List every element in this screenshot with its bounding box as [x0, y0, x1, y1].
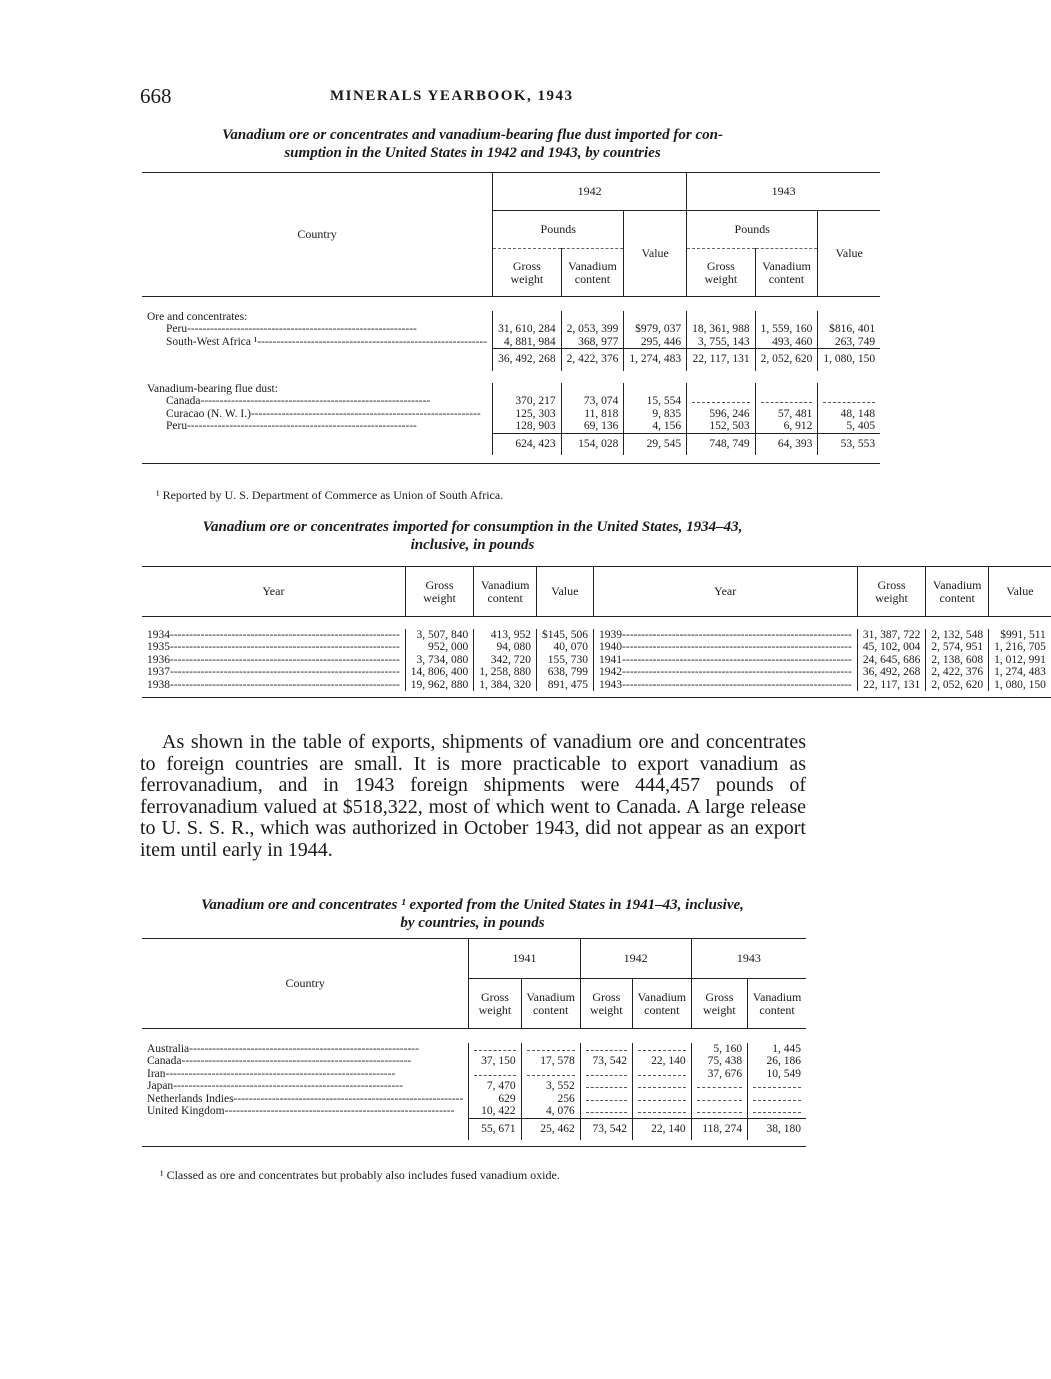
row-label-text: 1938	[147, 678, 170, 691]
t1-cell-g42: 31, 610, 284	[493, 323, 562, 336]
t2-cell-v2: 2, 052, 620	[926, 679, 989, 692]
dot-leader: ------------------------------------------------------------	[170, 653, 400, 666]
t1-total-val43: 53, 553	[818, 433, 880, 455]
t3-cell-g41: 37, 150	[469, 1055, 521, 1068]
t2-cell-val2: 1, 080, 150	[989, 679, 1051, 692]
t1-cell-val43: 5, 405	[818, 420, 880, 433]
row-label-text: Peru	[166, 323, 188, 335]
row-label-text: Curacao (N. W. I.)	[166, 407, 251, 420]
t2-row	[142, 641, 1051, 654]
t3-bottom-rule	[142, 1140, 806, 1146]
t1-cell-v42: 69, 136	[561, 420, 624, 433]
t2-cell-v2: 2, 132, 548	[926, 629, 989, 642]
t1-header-gross-1943: Gross weight	[687, 249, 756, 297]
t1-empty	[687, 311, 756, 324]
t3-cell-g42-empty	[580, 1043, 632, 1056]
t3-cell-v42: 22, 140	[632, 1055, 691, 1068]
t1-spacer	[142, 371, 880, 383]
t2-cell-y2	[593, 654, 857, 667]
dot-leader: ------------------------------------------------------------	[622, 641, 852, 653]
t2-cell-val1: 638, 799	[537, 666, 594, 679]
t3-header-country: Country	[142, 939, 469, 1029]
t3-cell-v41: 3, 552	[521, 1080, 580, 1093]
t2-cell-val1: 155, 730	[537, 654, 594, 667]
t3-cell-v43-empty	[748, 1080, 806, 1093]
row-label-text: 1940	[599, 641, 623, 653]
t1-empty	[561, 383, 624, 396]
table3-caption-line2: by countries, in pounds	[400, 915, 545, 931]
t2-cell-y2	[593, 641, 857, 654]
t2-cell-v1: 413, 952	[474, 629, 537, 642]
t2-cell-y1	[142, 629, 405, 642]
t2-header-year-1: Year	[142, 567, 405, 617]
t1-spacer	[142, 297, 880, 311]
t1-row-label	[142, 395, 492, 408]
dot-leader: ------------------------------------------------------------	[187, 420, 417, 432]
t3-row	[142, 1080, 806, 1093]
dot-leader: ------------------------------------------------------------	[250, 407, 481, 420]
row-label-text: 1941	[599, 653, 623, 666]
t3-cell-g42-empty	[580, 1105, 632, 1118]
t2-spacer	[142, 617, 1051, 629]
t1-ore-total	[142, 349, 880, 371]
table2-caption-line2: inclusive, in pounds	[410, 537, 535, 553]
t1-ore-row	[142, 336, 880, 349]
t1-flue-total	[142, 433, 880, 455]
t3-cell-v41-empty	[521, 1043, 580, 1056]
t3-cell-g43-empty	[691, 1105, 747, 1118]
t2-cell-g2: 45, 102, 004	[857, 641, 926, 654]
t3-row-label	[142, 1080, 468, 1093]
t1-empty	[687, 383, 756, 396]
t2-cell-v1: 342, 720	[474, 654, 537, 667]
t3-total-v41: 25, 462	[521, 1118, 580, 1140]
t1-flue-row	[142, 420, 880, 433]
t3-cell-g41: 10, 422	[469, 1105, 521, 1118]
row-label-text: 1942	[599, 666, 623, 678]
t2-row	[142, 679, 1051, 692]
t1-total-g43: 22, 117, 131	[687, 349, 756, 371]
t2-cell-v2: 2, 574, 951	[926, 641, 989, 654]
t3-cell-g41-empty	[469, 1068, 521, 1081]
t3-header-gross-1942: Gross weight	[580, 979, 632, 1029]
t3-cell-g42-empty	[580, 1093, 632, 1106]
t3-cell-v42-empty	[632, 1105, 691, 1118]
t1-cell-val43: 48, 148	[818, 408, 880, 421]
t2-cell-val2: $991, 511	[989, 629, 1051, 642]
t1-total-g42: 36, 492, 268	[493, 349, 562, 371]
t1-empty	[561, 311, 624, 324]
t1-empty	[818, 383, 880, 396]
t3-cell-g41: 7, 470	[469, 1080, 521, 1093]
dot-leader: ------------------------------------------------------------	[187, 323, 417, 335]
t3-header-1943: 1943	[691, 939, 806, 979]
t1-header-1942: 1942	[493, 173, 687, 211]
t1-cell-g43: 596, 246	[687, 408, 756, 421]
t2-cell-val1: 891, 475	[537, 679, 594, 692]
t3-cell-v41: 256	[521, 1093, 580, 1106]
row-label-text: 1943	[599, 678, 623, 691]
t2-cell-g1: 3, 734, 080	[405, 654, 474, 667]
row-label-text: 1937	[147, 666, 170, 678]
t2-header-vanadium-1: Vanadium content	[474, 567, 537, 617]
t2-cell-y2	[593, 629, 857, 642]
t1-cell-v43: 493, 460	[755, 336, 818, 349]
t1-empty	[624, 311, 687, 324]
t1-empty	[493, 383, 562, 396]
table3-caption	[140, 896, 805, 932]
t1-cell-val43-empty	[818, 395, 880, 408]
t1-cell-g43: 18, 361, 988	[687, 323, 756, 336]
t3-row	[142, 1055, 806, 1068]
t3-cell-g41: 629	[469, 1093, 521, 1106]
t1-flue-row	[142, 395, 880, 408]
t3-cell-v43: 26, 186	[748, 1055, 806, 1068]
t3-row	[142, 1105, 806, 1118]
row-label-text: 1935	[147, 641, 170, 653]
t3-cell-g42-empty	[580, 1080, 632, 1093]
t1-cell-val42: 9, 835	[624, 408, 687, 421]
t2-cell-val1: $145, 506	[537, 629, 594, 642]
t3-total-g41: 55, 671	[469, 1118, 521, 1140]
t2-row	[142, 629, 1051, 642]
t3-cell-v43: 1, 445	[748, 1043, 806, 1056]
t2-cell-g1: 14, 806, 400	[405, 666, 474, 679]
t1-cell-val42: 4, 156	[624, 420, 687, 433]
t1-header-pounds-1943: Pounds	[687, 211, 818, 249]
dot-leader: ------------------------------------------------------------	[622, 666, 852, 678]
t2-header-value-1: Value	[537, 567, 594, 617]
t3-cell-v41: 4, 076	[521, 1105, 580, 1118]
t1-cell-v42: 2, 053, 399	[561, 323, 624, 336]
table2-caption	[140, 518, 805, 554]
dot-leader: ------------------------------------------------------------	[189, 1042, 419, 1055]
t2-cell-g2: 31, 387, 722	[857, 629, 926, 642]
t2-cell-val2: 1, 274, 483	[989, 666, 1051, 679]
t1-ore-row	[142, 323, 880, 336]
t1-total-val43: 1, 080, 150	[818, 349, 880, 371]
t1-cell-g43: 152, 503	[687, 420, 756, 433]
page-header	[140, 84, 800, 108]
dot-leader: ------------------------------------------------------------	[224, 1105, 455, 1117]
row-label-text: Australia	[147, 1042, 190, 1055]
t2-header-vanadium-2: Vanadium content	[926, 567, 989, 617]
t3-spacer	[142, 1029, 806, 1043]
t1-total-val42: 1, 274, 483	[624, 349, 687, 371]
t1-empty	[755, 383, 818, 396]
running-title: MINERALS YEARBOOK, 1943	[330, 88, 574, 104]
t2-header-gross-1: Gross weight	[405, 567, 474, 617]
t1-bottom-rule	[142, 455, 880, 463]
t1-cell-v43: 57, 481	[755, 408, 818, 421]
t1-empty	[755, 311, 818, 324]
t3-total-v43: 38, 180	[748, 1118, 806, 1140]
t3-row-label	[142, 1068, 468, 1081]
dot-leader: ------------------------------------------------------------	[170, 641, 400, 653]
t1-cell-val42: 15, 554	[624, 395, 687, 408]
t1-cell-g43: 3, 755, 143	[687, 336, 756, 349]
row-label-text: Iran	[147, 1067, 166, 1080]
t1-header-gross-1942: Gross weight	[493, 249, 562, 297]
t1-cell-v42: 73, 074	[561, 395, 624, 408]
t3-header-gross-1941: Gross weight	[469, 979, 521, 1029]
t3-row-label	[142, 1043, 468, 1056]
t3-total-label	[142, 1118, 469, 1140]
t2-header-value-2: Value	[989, 567, 1051, 617]
t1-empty	[624, 383, 687, 396]
t1-group-ore: Ore and concentrates:	[147, 310, 248, 323]
t2-cell-g2: 36, 492, 268	[857, 666, 926, 679]
t3-header-vanadium-1942: Vanadium content	[632, 979, 691, 1029]
row-label-text: Netherlands Indies	[147, 1092, 234, 1105]
t2-cell-y1	[142, 654, 405, 667]
t3-cell-g42: 73, 542	[580, 1055, 632, 1068]
t2-header-year-2: Year	[593, 567, 857, 617]
t1-cell-g42: 125, 303	[493, 408, 562, 421]
t2-cell-val2: 1, 216, 705	[989, 641, 1051, 654]
t2-cell-y1	[142, 666, 405, 679]
t2-cell-g1: 3, 507, 840	[405, 629, 474, 642]
table2-caption-line1: Vanadium ore or concentrates imported for consumption in the United States, 1934–43,	[202, 519, 743, 535]
t1-header-value-1943: Value	[818, 211, 880, 297]
dot-leader: ------------------------------------------------------------	[170, 628, 400, 641]
t3-cell-v42-empty	[632, 1093, 691, 1106]
dot-leader: ------------------------------------------------------------	[181, 1055, 412, 1067]
table1-caption-line1: Vanadium ore or concentrates and vanadium-bearing flue dust imported for con-	[222, 127, 723, 143]
t1-total-label	[142, 349, 493, 371]
t3-row-label	[142, 1055, 468, 1068]
t3-cell-g43: 5, 160	[691, 1043, 747, 1056]
t2-cell-v2: 2, 422, 376	[926, 666, 989, 679]
t2-cell-y2	[593, 679, 857, 692]
t1-cell-val42: $979, 037	[624, 323, 687, 336]
row-label-text: 1934	[147, 628, 170, 641]
t1-total-g43: 748, 749	[687, 433, 756, 455]
row-label-text: Japan	[147, 1080, 174, 1092]
table3-caption-line1: Vanadium ore and concentrates ¹ exported from the United States in 1941–43, inclusive,	[201, 897, 744, 913]
t3-header-1941: 1941	[469, 939, 580, 979]
t2-cell-g1: 952, 000	[405, 641, 474, 654]
t2-cell-v1: 1, 384, 320	[474, 679, 537, 692]
t1-total-v42: 2, 422, 376	[561, 349, 624, 371]
t2-cell-val1: 40, 070	[537, 641, 594, 654]
t2-cell-v1: 1, 258, 880	[474, 666, 537, 679]
t3-cell-v42-empty	[632, 1043, 691, 1056]
t2-cell-y1	[142, 641, 405, 654]
t1-row-label	[142, 336, 492, 349]
row-label-text: 1939	[599, 628, 623, 641]
t1-header-country: Country	[142, 173, 493, 297]
t1-group-flue-dust: Vanadium-bearing flue dust:	[147, 382, 278, 395]
t2-cell-val2: 1, 012, 991	[989, 654, 1051, 667]
t1-cell-v43-empty	[755, 395, 818, 408]
t1-row-label	[142, 323, 492, 336]
t1-row-label	[142, 420, 492, 433]
t1-total-val42: 29, 545	[624, 433, 687, 455]
page-number: 668	[140, 84, 172, 108]
t1-cell-v42: 11, 818	[561, 408, 624, 421]
t1-total-label	[142, 433, 493, 455]
t1-cell-val43: 263, 749	[818, 336, 880, 349]
t3-row	[142, 1043, 806, 1056]
t1-cell-val43: $816, 401	[818, 323, 880, 336]
t3-total-row	[142, 1118, 806, 1140]
t3-total-g42: 73, 542	[580, 1118, 632, 1140]
t3-cell-g43-empty	[691, 1093, 747, 1106]
t1-header-vanadium-1943: Vanadium content	[755, 249, 818, 297]
t3-cell-v41: 17, 578	[521, 1055, 580, 1068]
t2-cell-g2: 22, 117, 131	[857, 679, 926, 692]
t1-cell-v43: 1, 559, 160	[755, 323, 818, 336]
t3-row-label	[142, 1093, 468, 1106]
t1-cell-g43-empty	[687, 395, 756, 408]
row-label-text: Canada	[166, 395, 201, 407]
row-label-text: Peru	[166, 420, 188, 432]
t3-header-gross-1943: Gross weight	[691, 979, 747, 1029]
dot-leader: ------------------------------------------------------------	[622, 653, 852, 666]
t1-cell-v42: 368, 977	[561, 336, 624, 349]
t1-header-vanadium-1942: Vanadium content	[561, 249, 624, 297]
t1-empty	[493, 311, 562, 324]
table3	[142, 938, 806, 1147]
t1-cell-v43: 6, 912	[755, 420, 818, 433]
t1-total-v43: 2, 052, 620	[755, 349, 818, 371]
dot-leader: ------------------------------------------------------------	[170, 666, 400, 678]
table1-footnote: ¹ Reported by U. S. Department of Commerce as Union of South Africa.	[156, 488, 504, 502]
t3-cell-g43: 75, 438	[691, 1055, 747, 1068]
t1-total-v43: 64, 393	[755, 433, 818, 455]
t1-header-pounds-1942: Pounds	[493, 211, 624, 249]
t1-cell-val42: 295, 446	[624, 336, 687, 349]
t3-row	[142, 1068, 806, 1081]
table2	[142, 566, 1051, 698]
t3-cell-g43-empty	[691, 1080, 747, 1093]
t2-cell-y2	[593, 666, 857, 679]
t3-row	[142, 1093, 806, 1106]
dot-leader: ------------------------------------------------------------	[170, 678, 400, 691]
t2-row	[142, 654, 1051, 667]
t2-cell-v2: 2, 138, 608	[926, 654, 989, 667]
t3-cell-g42-empty	[580, 1068, 632, 1081]
table1-caption-line2: sumption in the United States in 1942 and 1943, by countries	[284, 145, 661, 161]
t3-cell-v42-empty	[632, 1080, 691, 1093]
t3-total-g43: 118, 274	[691, 1118, 747, 1140]
t3-cell-g41-empty	[469, 1043, 521, 1056]
t2-cell-y1	[142, 679, 405, 692]
row-label-text: Canada	[147, 1055, 182, 1067]
row-label-text: 1936	[147, 653, 170, 666]
dot-leader: ------------------------------------------------------------	[173, 1080, 403, 1092]
dot-leader: ------------------------------------------------------------	[165, 1067, 396, 1080]
t3-cell-v41-empty	[521, 1068, 580, 1081]
t2-cell-g1: 19, 962, 880	[405, 679, 474, 692]
t1-cell-g42: 4, 881, 984	[493, 336, 562, 349]
t2-header-gross-2: Gross weight	[857, 567, 926, 617]
t2-bottom-rule	[142, 691, 1051, 697]
t3-cell-v43: 10, 549	[748, 1068, 806, 1081]
t3-header-vanadium-1943: Vanadium content	[748, 979, 806, 1029]
t1-empty	[818, 311, 880, 324]
t1-flue-row	[142, 408, 880, 421]
t3-row-label	[142, 1105, 468, 1118]
t2-cell-v1: 94, 080	[474, 641, 537, 654]
t1-header-value-1942: Value	[624, 211, 687, 297]
t3-cell-v43-empty	[748, 1093, 806, 1106]
t2-cell-g2: 24, 645, 686	[857, 654, 926, 667]
t3-cell-v43-empty	[748, 1105, 806, 1118]
body-paragraph: As shown in the table of exports, shipments of vanadium ore and concentrates to foreign countries are small. It is more practicable to export vanadium as ferrovanadium, and in 1943 foreign shipments were 444,457 pounds of ferrovanadium valued at $518,322, most of which went to Canada. A large release to U. S. S. R., which was authorized in October 1943, did not appear as an export item until early in 1944.	[140, 731, 806, 861]
dot-leader: ------------------------------------------------------------	[257, 335, 488, 348]
t1-cell-g42: 128, 903	[493, 420, 562, 433]
t1-header-1943: 1943	[687, 173, 881, 211]
t3-header-1942: 1942	[580, 939, 691, 979]
t3-cell-v42-empty	[632, 1068, 691, 1081]
t1-total-v42: 154, 028	[561, 433, 624, 455]
t1-row-label	[142, 408, 492, 421]
t3-header-vanadium-1941: Vanadium content	[521, 979, 580, 1029]
row-label-text: United Kingdom	[147, 1105, 225, 1117]
dot-leader: ------------------------------------------------------------	[622, 628, 852, 641]
dot-leader: ------------------------------------------------------------	[200, 395, 431, 407]
t2-row	[142, 666, 1051, 679]
table1	[142, 172, 880, 464]
t1-cell-g42: 370, 217	[493, 395, 562, 408]
dot-leader: ------------------------------------------------------------	[622, 678, 852, 691]
row-label-text: South-West Africa ¹	[166, 335, 258, 348]
t3-cell-g43: 37, 676	[691, 1068, 747, 1081]
t1-total-g42: 624, 423	[493, 433, 562, 455]
t3-total-v42: 22, 140	[632, 1118, 691, 1140]
table3-footnote: ¹ Classed as ore and concentrates but probably also includes fused vanadium oxide.	[160, 1168, 560, 1182]
table1-caption	[140, 126, 805, 162]
dot-leader: ------------------------------------------------------------	[233, 1092, 464, 1105]
